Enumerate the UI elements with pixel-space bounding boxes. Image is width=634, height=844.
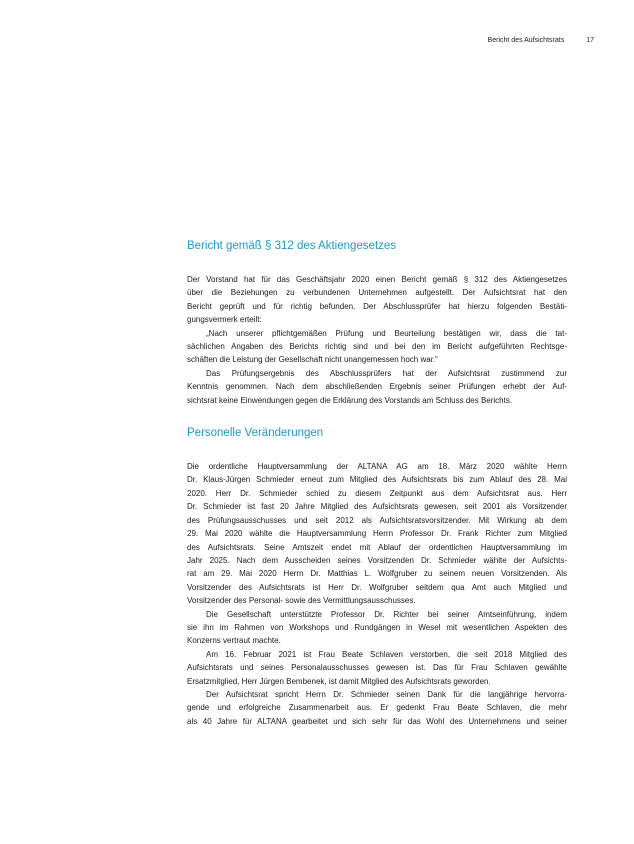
text-line: Konzerns vertraut machte.: [187, 636, 281, 646]
paragraph-312-quote: [187, 327, 567, 367]
text-line: Jahr 2025. Nach dem Ausscheiden seines Vorsitzenden Dr. Schmieder wählte der Aufsichts-: [187, 555, 567, 565]
text-line: Kenntnis genommen. Nach dem abschließenden Ergebnis seiner Prüfungen erhebt der Auf-: [187, 382, 567, 392]
section-heading-312: Bericht gemäß § 312 des Aktiengesetzes: [187, 240, 397, 252]
section-heading-personnel: Personelle Veränderungen: [187, 427, 324, 440]
text-line: Vorsitzender des Aufsichtsrats ist Herr Dr. Wolfgruber seitdem qua Amt auch Mitglied und: [187, 582, 567, 592]
running-header: [488, 37, 594, 44]
text-line: sächlichen Angaben des Berichts richtig sind und bei den im Bericht aufgeführten Rechtsge-: [187, 342, 567, 352]
text-line: Der Vorstand hat für das Geschäftsjahr 2020 einen Bericht gemäß § 312 des Aktiengesetzes: [187, 275, 567, 284]
text-line: Bericht geprüft und für richtig befunden. Der Abschlussprüfer hat hierzu folgenden Bestäti-: [187, 301, 567, 311]
text-line: Ersatzmitglied, Herr Jürgen Bembenek, ist damit Mitglied des Aufsichtsrats geworden.: [187, 676, 491, 686]
text-line: rat am 29. Mai 2020 Herrn Dr. Matthias L. Wolfgruber zu seinem neuen Vorsitzenden. Als: [187, 569, 567, 579]
text-line: des Aufsichtsrats. Seine Amtszeit endet mit Ablauf der ordentlichen Hauptversammlung im: [187, 542, 567, 552]
text-line: Dr. Klaus-Jürgen Schmieder erneut zum Mitglied des Aufsichtsrats bis zum Ablauf des 28. Mai: [187, 475, 567, 485]
paragraph-personnel-schlaven: [187, 648, 567, 688]
page-number: 17: [586, 37, 594, 44]
paragraph-personnel-agm: [187, 460, 567, 607]
text-line: 29. Mai 2020 wählte die Hauptversammlung Herrn Professor Dr. Frank Richter zum Mitglied: [187, 529, 567, 539]
text-line: Aufsichtsrats und seines Personalausschusses gewesen ist. Das für Frau Schlaven gewählte: [187, 663, 567, 673]
text-line: Das Prüfungsergebnis des Abschlussprüfers hat der Aufsichtsrat zustimmend zur: [206, 368, 567, 378]
paragraph-312-result: [187, 367, 567, 407]
text-line: „Nach unserer pflichtgemäßen Prüfung und Beurteilung bestätigen wir, dass die tat-: [206, 328, 567, 338]
text-line: über die Beziehungen zu verbundenen Unternehmen aufgestellt. Der Aufsichtsrat hat den: [187, 288, 567, 298]
text-line: schäften die Leistung der Gesellschaft nicht unangemessen hoch war.“: [187, 355, 438, 365]
text-line: sichtsrat keine Einwendungen gegen die Erklärung des Vorstands am Schluss des Berichts.: [187, 395, 513, 405]
text-line: Dr. Schmieder ist fast 20 Jahre Mitglied des Aufsichtsrats gewesen, seit 2001 als Vorsitzender: [187, 502, 567, 512]
paragraph-personnel-onboarding: [187, 608, 567, 648]
paragraph-312-intro: [187, 273, 567, 327]
text-line: des Prüfungsausschusses und seit 2012 als Aufsichtsratsvorsitzender. Mit Wirkung ab dem: [187, 515, 567, 525]
text-line: als 40 Jahre für ALTANA gearbeitet und sich sehr für das Wohl des Unternehmens und seiner: [187, 716, 567, 726]
text-line: Vorsitzender des Personal- sowie des Vermittlungsausschusses.: [187, 596, 416, 606]
text-line: gende und erfolgreiche Zusammenarbeit aus. Er gedenkt Frau Beate Schlaven, die mehr: [187, 703, 567, 713]
text-line: Die ordentliche Hauptversammlung der ALTANA AG am 18. März 2020 wählte Herrn: [187, 462, 567, 472]
text-line: Die Gesellschaft unterstützte Professor Dr. Richter bei seiner Amtseinführung, indem: [206, 609, 567, 619]
text-line: gungsvermerk erteilt:: [187, 315, 262, 325]
text-line: Am 16. Februar 2021 ist Frau Beate Schlaven verstorben, die seit 2018 Mitglied des: [206, 649, 567, 659]
report-body: [187, 238, 567, 728]
text-line: sie ihn im Rahmen von Workshops und Rundgängen in Wesel mit wesentlichen Aspekten des: [187, 622, 567, 632]
text-line: 2020. Herr Dr. Schmieder schied zu diesem Zeitpunkt aus dem Aufsichtsrat aus. Herr: [187, 488, 567, 498]
text-line: Der Aufsichtsrat spricht Herrn Dr. Schmieder seinen Dank für die langjährige hervorra-: [206, 689, 567, 699]
header-section-title: Bericht des Aufsichtsrats: [487, 37, 565, 44]
paragraph-personnel-thanks: [187, 688, 567, 728]
